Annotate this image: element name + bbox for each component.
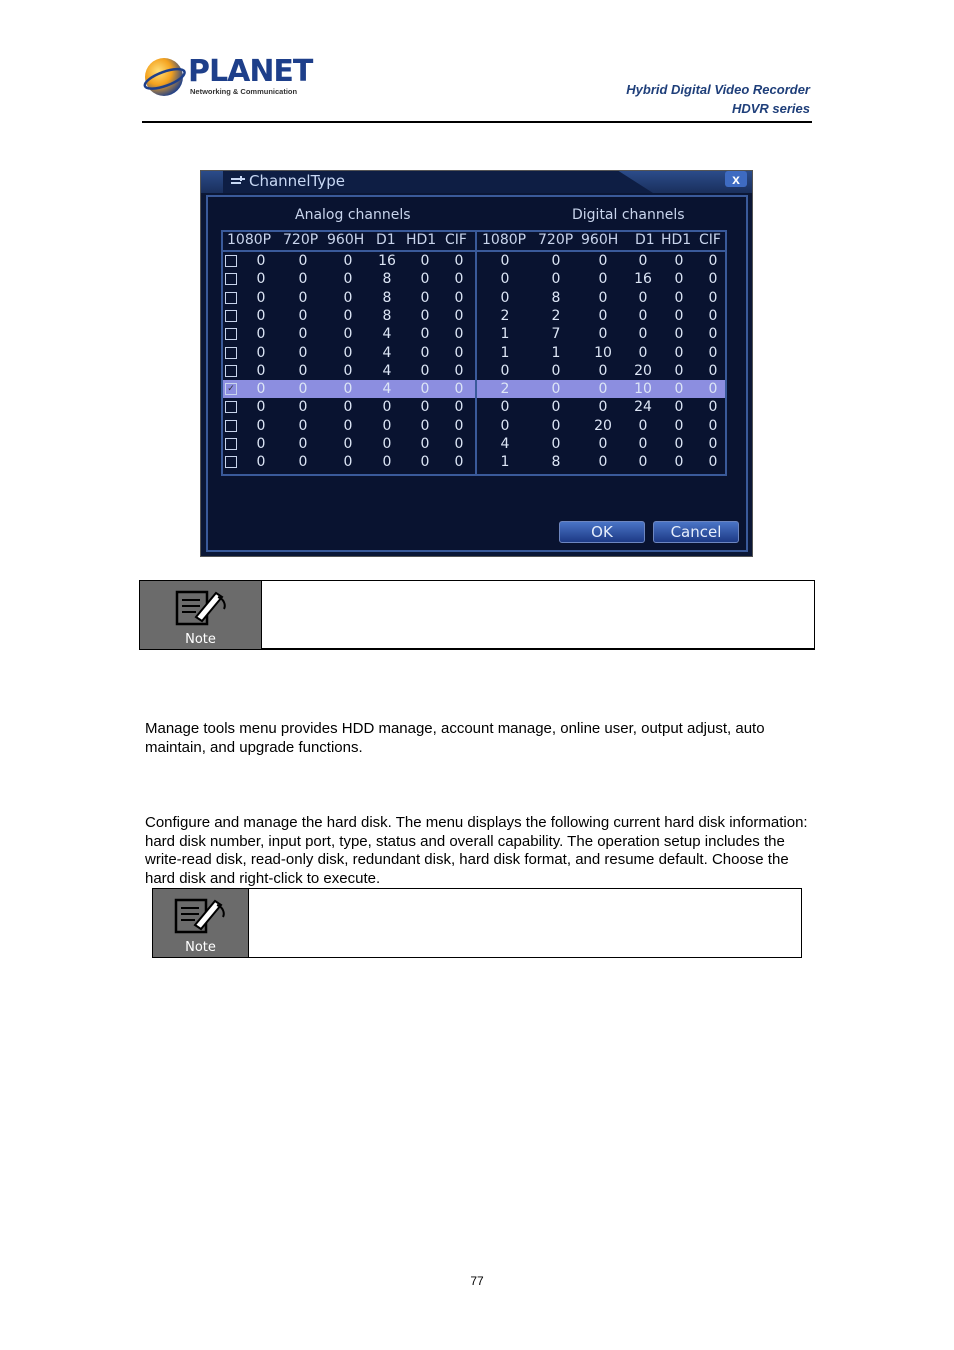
table-cell: 0 xyxy=(454,362,464,379)
table-cell: 2 xyxy=(500,381,510,398)
table-cell: 10 xyxy=(594,344,612,361)
table-cell: 0 xyxy=(674,326,684,343)
table-cell: 0 xyxy=(298,399,308,416)
column-header: 960H xyxy=(581,232,619,248)
table-cell: 0 xyxy=(298,436,308,452)
table-cell: 0 xyxy=(638,289,648,306)
manage-tools-paragraph: Manage tools menu provides HDD manage, account manage, online user, output adjust, auto maintain, and upgrade functions. xyxy=(145,720,765,756)
table-cell xyxy=(588,472,618,476)
table-cell: 16 xyxy=(634,271,652,288)
table-cell: 0 xyxy=(500,253,510,269)
table-cell: 0 xyxy=(638,417,648,434)
checkbox[interactable] xyxy=(225,273,237,285)
table-cell: 0 xyxy=(256,326,266,343)
table-cell: 0 xyxy=(551,253,561,269)
table-cell: 0 xyxy=(454,454,464,471)
column-divider xyxy=(475,232,477,476)
table-cell: 0 xyxy=(454,381,464,398)
table-cell: 0 xyxy=(638,454,648,471)
table-cell: 0 xyxy=(638,344,648,361)
table-cell: 0 xyxy=(500,289,510,306)
table-cell: 4 xyxy=(500,436,510,452)
table-cell: 8 xyxy=(551,454,561,471)
table-cell xyxy=(664,472,694,476)
table-cell: 0 xyxy=(343,289,353,306)
table-cell: 0 xyxy=(638,326,648,343)
table-cell: 0 xyxy=(256,417,266,434)
table-cell: 10 xyxy=(634,381,652,398)
table-cell: 0 xyxy=(708,399,718,416)
table-cell: 0 xyxy=(708,381,718,398)
table-cell: 0 xyxy=(674,362,684,379)
table-cell: 4 xyxy=(382,326,392,343)
table-cell: 0 xyxy=(343,436,353,452)
table-cell: 0 xyxy=(638,253,648,269)
column-header: D1 xyxy=(376,232,396,248)
table-cell: 0 xyxy=(598,454,608,471)
table-cell: 0 xyxy=(420,436,430,452)
table-cell: 0 xyxy=(500,271,510,288)
table-cell: 0 xyxy=(674,307,684,324)
table-cell: 0 xyxy=(256,271,266,288)
planet-logo-globe xyxy=(142,55,186,99)
table-cell: 0 xyxy=(500,362,510,379)
column-header: HD1 xyxy=(406,232,437,248)
table-cell: 0 xyxy=(382,436,392,452)
table-cell: 0 xyxy=(382,399,392,416)
checkbox[interactable] xyxy=(225,401,237,413)
table-cell xyxy=(288,472,318,476)
table-cell: 0 xyxy=(598,362,608,379)
table-cell: 0 xyxy=(674,436,684,452)
table-cell: 0 xyxy=(454,344,464,361)
table-cell: 16 xyxy=(378,253,396,269)
table-cell: 8 xyxy=(382,307,392,324)
hdd-paragraph: Configure and manage the hard disk. The menu displays the following current hard disk information: hard disk number, input port, type, status and overall capability. The operation setup includes the write-read disk, read-only disk, redundant disk, hard disk format, and resume default. Choose the hard disk and right-click to execute. xyxy=(145,814,808,887)
table-cell: 20 xyxy=(594,417,612,434)
table-cell: 24 xyxy=(634,399,652,416)
table-cell: 8 xyxy=(382,289,392,306)
column-header: CIF xyxy=(445,232,467,248)
table-cell xyxy=(698,472,727,476)
table-cell: 0 xyxy=(256,436,266,452)
note-label: Note xyxy=(185,940,216,955)
table-cell: 0 xyxy=(298,307,308,324)
table-cell: 0 xyxy=(454,253,464,269)
checkbox[interactable] xyxy=(225,420,237,432)
logo-text: PLANET xyxy=(188,54,313,89)
column-header: HD1 xyxy=(661,232,692,248)
table-cell: 0 xyxy=(420,417,430,434)
table-cell: 0 xyxy=(708,271,718,288)
table-cell: 0 xyxy=(420,344,430,361)
checkbox[interactable] xyxy=(225,456,237,468)
table-cell xyxy=(333,472,363,476)
checkbox[interactable] xyxy=(225,292,237,304)
note-icon-panel xyxy=(153,889,249,957)
note-label: Note xyxy=(185,632,216,647)
table-cell: 0 xyxy=(298,326,308,343)
table-cell: 0 xyxy=(708,362,718,379)
table-cell: 7 xyxy=(551,326,561,343)
note-icon xyxy=(173,895,229,935)
checkbox[interactable] xyxy=(225,328,237,340)
table-cell: 4 xyxy=(382,381,392,398)
table-cell: 0 xyxy=(343,417,353,434)
table-cell: 0 xyxy=(598,326,608,343)
table-cell: 0 xyxy=(298,417,308,434)
table-cell: 0 xyxy=(551,417,561,434)
table-cell: 0 xyxy=(298,362,308,379)
table-cell: 0 xyxy=(256,399,266,416)
column-header: 960H xyxy=(327,232,365,248)
table-cell: 0 xyxy=(454,271,464,288)
checkbox[interactable] xyxy=(225,310,237,322)
table-cell: 0 xyxy=(256,381,266,398)
analog-channels-label: Analog channels xyxy=(295,207,411,223)
table-cell: 0 xyxy=(420,289,430,306)
channel-type-dialog xyxy=(200,170,753,557)
table-cell: 0 xyxy=(674,399,684,416)
table-cell: 8 xyxy=(551,289,561,306)
table-cell: 0 xyxy=(420,271,430,288)
table-cell: 0 xyxy=(500,399,510,416)
column-header: 720P xyxy=(538,232,574,248)
table-cell: 0 xyxy=(708,326,718,343)
table-cell xyxy=(372,472,402,476)
table-cell xyxy=(444,472,474,476)
table-cell: 0 xyxy=(708,454,718,471)
table-cell: 0 xyxy=(708,436,718,452)
table-cell: 2 xyxy=(500,307,510,324)
table-cell: 0 xyxy=(638,436,648,452)
table-cell: 0 xyxy=(256,344,266,361)
close-button[interactable]: x xyxy=(725,171,747,187)
table-cell: 0 xyxy=(708,253,718,269)
checkbox[interactable] xyxy=(225,255,237,267)
table-cell: 0 xyxy=(298,344,308,361)
table-cell: 0 xyxy=(343,362,353,379)
checkbox[interactable] xyxy=(225,347,237,359)
table-cell: 0 xyxy=(343,253,353,269)
table-cell: 0 xyxy=(343,307,353,324)
table-cell: 0 xyxy=(551,362,561,379)
table-cell: 0 xyxy=(454,307,464,324)
table-cell: 0 xyxy=(598,289,608,306)
table-cell: 0 xyxy=(638,307,648,324)
table-cell: 0 xyxy=(598,271,608,288)
table-cell: 0 xyxy=(454,289,464,306)
table-cell: 0 xyxy=(674,253,684,269)
table-cell: 0 xyxy=(454,326,464,343)
table-cell: 4 xyxy=(382,362,392,379)
table-cell: 0 xyxy=(256,454,266,471)
header-rule xyxy=(142,121,812,123)
table-cell: 0 xyxy=(343,344,353,361)
table-cell: 0 xyxy=(420,326,430,343)
table-cell: 2 xyxy=(551,307,561,324)
table-cell: 0 xyxy=(343,454,353,471)
column-header: 720P xyxy=(283,232,319,248)
table-cell: 0 xyxy=(674,344,684,361)
table-cell: 0 xyxy=(674,289,684,306)
digital-channels-label: Digital channels xyxy=(572,207,685,223)
table-cell: 0 xyxy=(298,289,308,306)
table-cell: 0 xyxy=(420,253,430,269)
settings-icon xyxy=(231,176,245,186)
header-subtitle: HDVR series xyxy=(731,101,810,116)
table-cell xyxy=(541,472,571,476)
ok-button[interactable]: OK xyxy=(559,521,645,543)
table-cell: 0 xyxy=(598,253,608,269)
note-icon-panel xyxy=(140,581,262,649)
note-box xyxy=(152,888,802,958)
table-cell: 1 xyxy=(500,454,510,471)
table-cell: 0 xyxy=(420,381,430,398)
table-cell: 0 xyxy=(708,417,718,434)
column-header: 1080P xyxy=(482,232,527,248)
table-cell: 0 xyxy=(298,381,308,398)
table-cell xyxy=(246,472,276,476)
table-cell: 0 xyxy=(298,253,308,269)
table-cell: 0 xyxy=(420,362,430,379)
table-cell: 20 xyxy=(634,362,652,379)
table-cell: 0 xyxy=(598,381,608,398)
column-header: D1 xyxy=(635,232,655,248)
table-cell: 0 xyxy=(674,417,684,434)
table-cell: 0 xyxy=(298,271,308,288)
table-cell: 0 xyxy=(674,454,684,471)
table-cell: 8 xyxy=(382,271,392,288)
table-cell: 0 xyxy=(674,271,684,288)
table-cell: 0 xyxy=(343,381,353,398)
checkbox-checked[interactable]: ✓ xyxy=(225,383,237,395)
table-cell: 0 xyxy=(298,454,308,471)
table-cell: 0 xyxy=(551,271,561,288)
table-cell: 0 xyxy=(551,436,561,452)
page-number: 77 xyxy=(470,1274,484,1288)
table-cell: 0 xyxy=(454,436,464,452)
channel-table xyxy=(221,230,727,476)
note-box xyxy=(139,580,815,650)
header-divider xyxy=(223,250,725,252)
table-cell: 0 xyxy=(256,307,266,324)
column-header: 1080P xyxy=(227,232,272,248)
logo-subtext: Networking & Communication xyxy=(190,87,298,96)
checkbox[interactable] xyxy=(225,438,237,450)
table-cell: 0 xyxy=(420,307,430,324)
table-cell: 0 xyxy=(420,454,430,471)
table-cell: 0 xyxy=(551,381,561,398)
table-cell xyxy=(490,472,520,476)
table-cell xyxy=(410,472,440,476)
dialog-title: ChannelType xyxy=(249,172,346,190)
table-cell: 0 xyxy=(708,307,718,324)
header-title: Hybrid Digital Video Recorder xyxy=(626,82,810,97)
table-cell: 0 xyxy=(598,307,608,324)
table-cell: 0 xyxy=(674,381,684,398)
table-cell: 0 xyxy=(454,399,464,416)
table-cell: 0 xyxy=(343,271,353,288)
table-cell xyxy=(628,472,658,476)
cancel-button[interactable]: Cancel xyxy=(653,521,739,543)
table-cell: 0 xyxy=(454,417,464,434)
table-cell: 0 xyxy=(343,326,353,343)
table-cell: 0 xyxy=(708,289,718,306)
checkbox[interactable] xyxy=(225,475,237,476)
table-cell: 0 xyxy=(598,399,608,416)
table-cell: 4 xyxy=(382,344,392,361)
column-header: CIF xyxy=(699,232,721,248)
table-cell: 0 xyxy=(551,399,561,416)
table-cell: 0 xyxy=(382,454,392,471)
checkbox[interactable] xyxy=(225,365,237,377)
table-cell: 0 xyxy=(256,289,266,306)
table-cell: 0 xyxy=(256,253,266,269)
table-cell: 0 xyxy=(708,344,718,361)
table-cell: 1 xyxy=(551,344,561,361)
table-cell: 1 xyxy=(500,326,510,343)
table-cell: 0 xyxy=(343,399,353,416)
table-cell: 0 xyxy=(382,417,392,434)
table-cell: 0 xyxy=(256,362,266,379)
note-icon xyxy=(174,587,230,627)
table-cell: 0 xyxy=(598,436,608,452)
table-cell: 1 xyxy=(500,344,510,361)
table-cell: 0 xyxy=(500,417,510,434)
table-cell: 0 xyxy=(420,399,430,416)
